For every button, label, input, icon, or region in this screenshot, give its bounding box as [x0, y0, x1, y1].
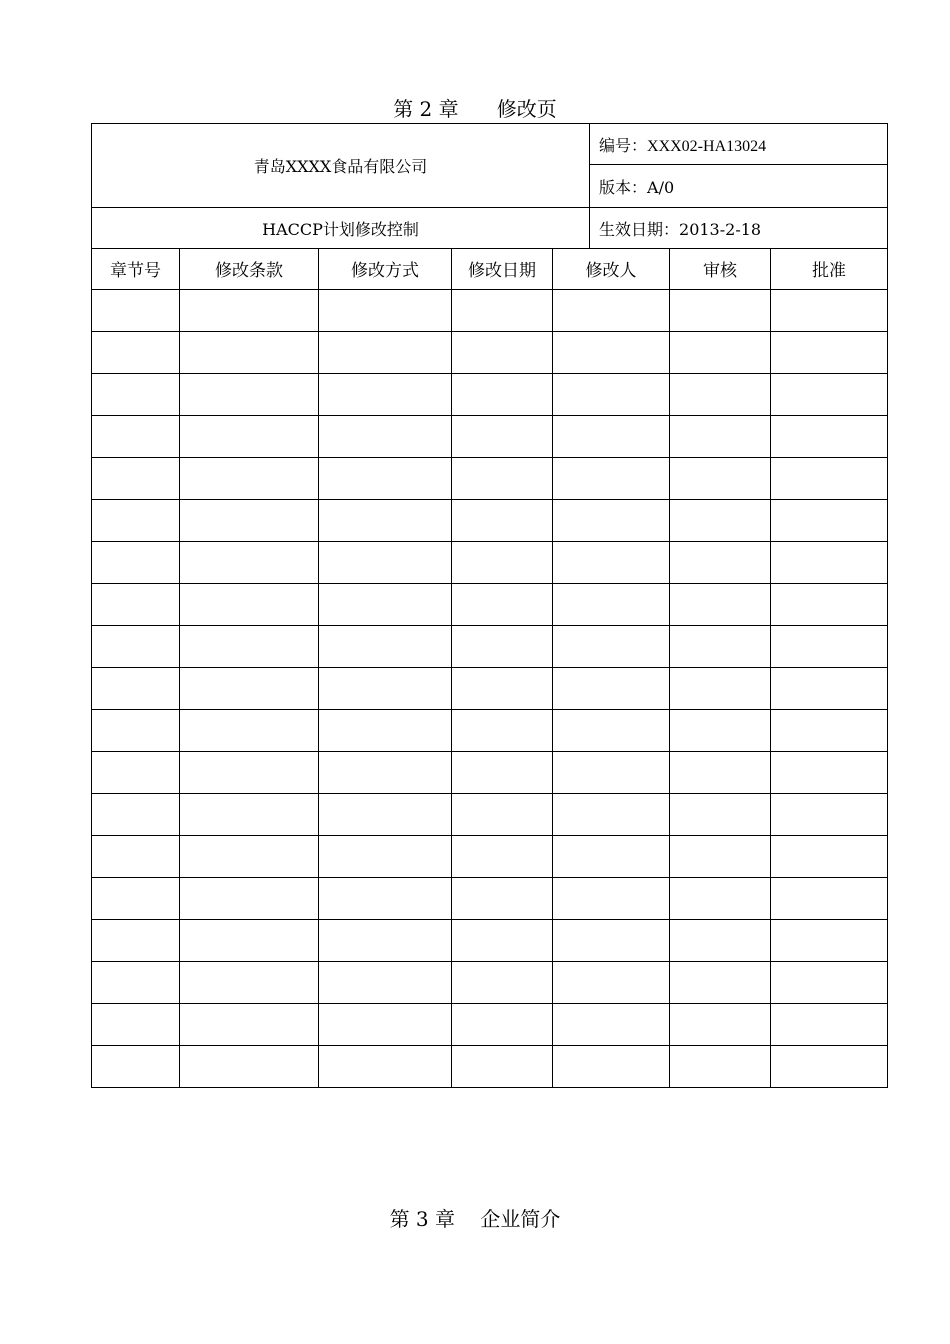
table-row: [92, 668, 888, 710]
column-header: 修改日期: [452, 248, 553, 290]
table-cell: [771, 626, 888, 668]
version-label: 版本：: [599, 177, 648, 197]
table-cell: [553, 458, 670, 500]
table-row: [92, 710, 888, 752]
table-cell: [553, 584, 670, 626]
table-cell: [452, 416, 553, 458]
table-cell: [180, 626, 319, 668]
table-cell: [180, 668, 319, 710]
table-cell: [771, 584, 888, 626]
table-cell: [553, 626, 670, 668]
table-cell: [180, 584, 319, 626]
table-cell: [553, 332, 670, 374]
table-cell: [670, 668, 771, 710]
table-cell: [771, 752, 888, 794]
table-cell: [452, 752, 553, 794]
table-row: [92, 794, 888, 836]
table-cell: [771, 962, 888, 1004]
table-cell: [771, 836, 888, 878]
column-header: 章节号: [92, 248, 180, 290]
table-cell: [670, 1004, 771, 1046]
table-cell: [92, 416, 180, 458]
table-cell: [771, 374, 888, 416]
table-cell: [319, 290, 452, 332]
table-cell: [92, 794, 180, 836]
table-cell: [180, 458, 319, 500]
effective-date-cell: [590, 208, 888, 249]
table-cell: [92, 752, 180, 794]
table-cell: [319, 542, 452, 584]
table-cell: [553, 500, 670, 542]
table-cell: [319, 1004, 452, 1046]
table-cell: [553, 1046, 670, 1088]
table-cell: [319, 626, 452, 668]
table-cell: [670, 290, 771, 332]
table-cell: [771, 878, 888, 920]
table-cell: [452, 1046, 553, 1088]
table-cell: [670, 458, 771, 500]
table-cell: [180, 416, 319, 458]
revision-log-table: [91, 248, 888, 1088]
table-cell: [670, 374, 771, 416]
table-row: [92, 1046, 888, 1088]
table-cell: [553, 752, 670, 794]
table-cell: [92, 836, 180, 878]
column-header: 修改人: [553, 248, 670, 290]
table-cell: [319, 710, 452, 752]
table-cell: [180, 374, 319, 416]
table-cell: [452, 458, 553, 500]
table-cell: [553, 416, 670, 458]
table-cell: [670, 500, 771, 542]
table-cell: [670, 794, 771, 836]
table-cell: [319, 458, 452, 500]
table-cell: [553, 542, 670, 584]
table-cell: [452, 1004, 553, 1046]
table-cell: [319, 752, 452, 794]
table-cell: [319, 584, 452, 626]
table-cell: [452, 794, 553, 836]
table-row: [92, 878, 888, 920]
table-cell: [180, 878, 319, 920]
table-row: [92, 374, 888, 416]
table-cell: [670, 962, 771, 1004]
table-cell: [92, 500, 180, 542]
table-cell: [180, 794, 319, 836]
table-cell: [553, 878, 670, 920]
table-cell: [553, 668, 670, 710]
table-cell: [771, 794, 888, 836]
table-cell: [452, 962, 553, 1004]
table-cell: [180, 920, 319, 962]
document-header-table: [91, 123, 888, 249]
table-cell: [771, 1046, 888, 1088]
company-name-text: 青岛XXXX食品有限公司: [253, 157, 428, 176]
table-cell: [452, 710, 553, 752]
table-cell: [553, 794, 670, 836]
table-cell: [319, 836, 452, 878]
table-cell: [771, 542, 888, 584]
table-cell: [670, 584, 771, 626]
table-cell: [319, 878, 452, 920]
table-cell: [452, 878, 553, 920]
table-cell: [452, 668, 553, 710]
table-cell: [92, 962, 180, 1004]
table-cell: [92, 1004, 180, 1046]
table-cell: [553, 710, 670, 752]
table-cell: [180, 542, 319, 584]
column-header: 修改条款: [180, 248, 319, 290]
table-cell: [92, 668, 180, 710]
table-cell: [319, 668, 452, 710]
table-cell: [771, 920, 888, 962]
table-cell: [319, 920, 452, 962]
table-cell: [670, 878, 771, 920]
table-cell: [319, 794, 452, 836]
table-cell: [92, 1046, 180, 1088]
table-cell: [771, 710, 888, 752]
table-cell: [670, 332, 771, 374]
table-cell: [771, 332, 888, 374]
effective-date-label: 生效日期：: [599, 219, 680, 239]
plan-title-cell: [92, 208, 590, 249]
table-cell: [92, 584, 180, 626]
column-header: 修改方式: [319, 248, 452, 290]
table-row: [92, 920, 888, 962]
column-header: 批准: [771, 248, 888, 290]
table-cell: [452, 332, 553, 374]
table-cell: [180, 500, 319, 542]
table-cell: [670, 710, 771, 752]
table-cell: [92, 878, 180, 920]
table-cell: [452, 374, 553, 416]
table-row: [92, 584, 888, 626]
table-cell: [319, 500, 452, 542]
chapter-2-title: 第 2 章 修改页: [393, 97, 557, 121]
table-cell: [452, 920, 553, 962]
table-cell: [771, 668, 888, 710]
table-row: [92, 332, 888, 374]
table-row: [92, 626, 888, 668]
table-cell: [319, 374, 452, 416]
effective-date-value: 2013-2-18: [679, 219, 762, 239]
table-cell: [771, 500, 888, 542]
table-cell: [180, 1046, 319, 1088]
table-row: [92, 290, 888, 332]
table-cell: [180, 710, 319, 752]
table-row: [92, 836, 888, 878]
table-cell: [92, 626, 180, 668]
table-cell: [553, 290, 670, 332]
table-row: [92, 458, 888, 500]
version-cell: [590, 165, 888, 208]
table-cell: [771, 458, 888, 500]
table-cell: [670, 920, 771, 962]
table-cell: [92, 458, 180, 500]
table-cell: [319, 962, 452, 1004]
table-cell: [670, 416, 771, 458]
table-cell: [319, 1046, 452, 1088]
table-cell: [553, 374, 670, 416]
table-cell: [553, 836, 670, 878]
table-cell: [670, 626, 771, 668]
table-cell: [771, 1004, 888, 1046]
table-row: [92, 962, 888, 1004]
table-cell: [180, 290, 319, 332]
table-cell: [180, 1004, 319, 1046]
chapter-3-title: 第 3 章 企业简介: [389, 1207, 561, 1231]
version-value: A/0: [647, 177, 675, 197]
table-cell: [92, 290, 180, 332]
table-cell: [670, 1046, 771, 1088]
table-cell: [553, 920, 670, 962]
plan-title: HACCP计划修改控制: [262, 219, 419, 239]
table-cell: [452, 500, 553, 542]
table-cell: [771, 290, 888, 332]
document-code-label: 编号：: [599, 135, 648, 155]
table-row: [92, 500, 888, 542]
table-cell: [180, 752, 319, 794]
column-header: 审核: [670, 248, 771, 290]
table-cell: [92, 542, 180, 584]
document-code-cell: [590, 124, 888, 165]
table-cell: [452, 542, 553, 584]
table-cell: [553, 962, 670, 1004]
table-cell: [452, 290, 553, 332]
table-cell: [180, 332, 319, 374]
table-cell: [92, 332, 180, 374]
company-name: [92, 124, 590, 208]
document-code-value: XXX02-HA13024: [647, 137, 767, 155]
table-row: [92, 416, 888, 458]
table-cell: [319, 332, 452, 374]
table-cell: [452, 626, 553, 668]
table-cell: [92, 920, 180, 962]
table-row: [92, 542, 888, 584]
table-cell: [553, 1004, 670, 1046]
table-cell: [92, 710, 180, 752]
table-cell: [180, 836, 319, 878]
table-cell: [452, 584, 553, 626]
table-cell: [670, 836, 771, 878]
table-cell: [771, 416, 888, 458]
table-row: [92, 752, 888, 794]
table-row: [92, 1004, 888, 1046]
table-cell: [452, 836, 553, 878]
table-cell: [670, 542, 771, 584]
table-cell: [180, 962, 319, 1004]
table-cell: [319, 416, 452, 458]
table-cell: [670, 752, 771, 794]
table-cell: [92, 374, 180, 416]
